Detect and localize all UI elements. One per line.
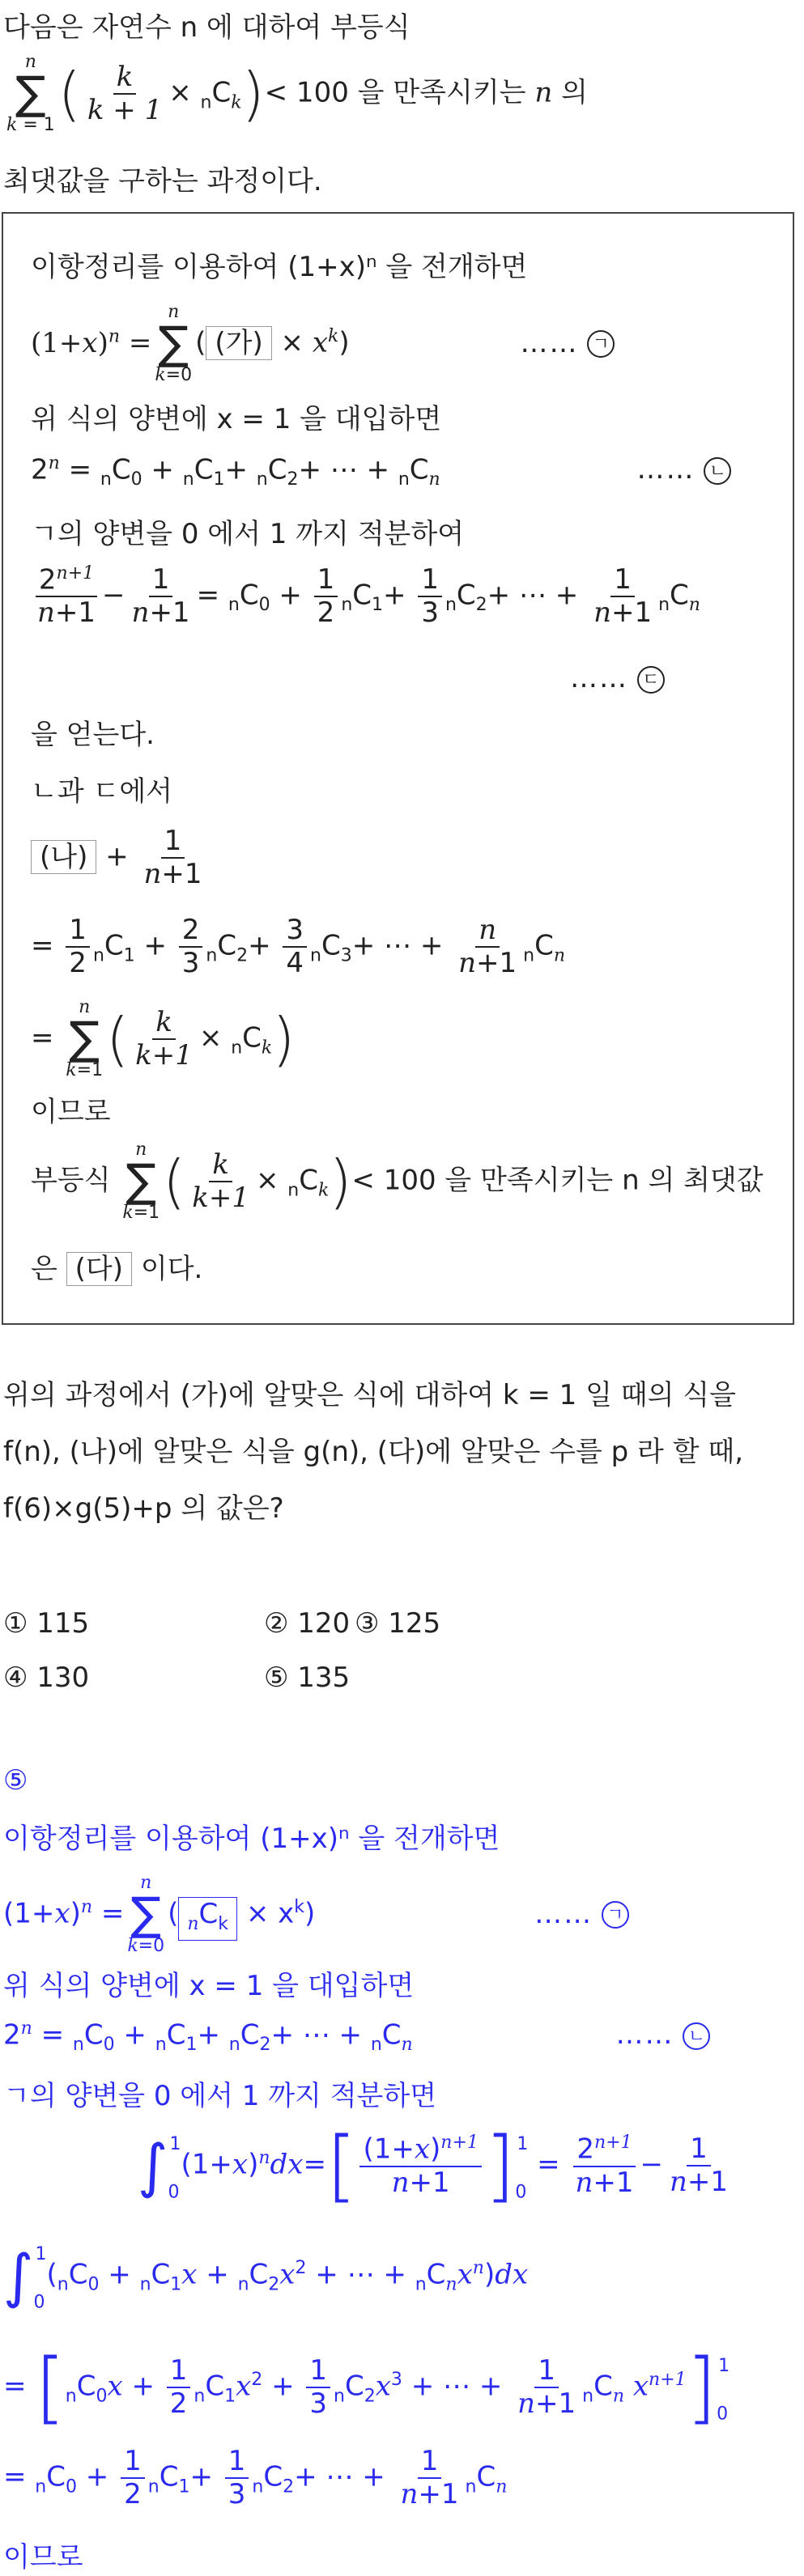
choice-4[interactable]: ④ 130	[3, 1661, 90, 1694]
blank-ga: (가)	[206, 326, 271, 360]
problem-line-2: n ∑ k = 1 ( $\frac{k}{k + 1}$ × $_nC_k)< 100$ 을 만족시키는 n 의	[6, 52, 588, 135]
box-line-15: 은 (다) 이다.	[31, 1253, 203, 1285]
blank-da: (다)	[66, 1252, 132, 1286]
box-line-5: ㄱ의 양변을 0 에서 1 까지 적분하여	[31, 518, 465, 550]
problem-line-3: 최댓값을 구하는 과정이다.	[3, 165, 322, 197]
box-line-4: $2^n = _nC_0 + _nC_1+ _nC_2+$ ⋯ + $_nC_n$ …… ㄴ	[31, 453, 731, 490]
solution-line-4: $2^n = _nC_0 + _nC_1+ _nC_2+$ ⋯ + $_nC_n$ …… ㄴ	[3, 2018, 710, 2055]
box-line-6: $\frac{2^{n+1}}{n+1}$ − $\frac{1}{n+1}$ = $_nC_0$ + $\frac{1}{2}$ $_nC_1+$ $\frac{1}{3}$ $_nC_2+$ ⋯ + $\frac{1}{n+1}$ $_nC_n$	[31, 563, 700, 630]
solution-line-2: $(1+x)^n$ = n ∑ k=0 ( $_nC_k \times x^k$) …… ㄱ	[3, 1874, 629, 1955]
solution-line-6: $\int_0^1(1+x)^ndx=$[ $\frac{(1+x)^{n+1}}{n+1}$ ]$_0^1$ = $\frac{2^{n+1}}{n+1}$ − $\frac{1}{n+1}$	[138, 2120, 729, 2211]
box-line-2: $(1+x)^n$ = n ∑ k=0 ( (가) × $x^k$) …… ㄱ	[31, 303, 615, 384]
box-line-11: = $\frac{1}{2}$ $_nC_1$ + $\frac{2}{3}$ $_nC_2+$ $\frac{3}{4}$ $_nC_3+$ ⋯ + $\frac{n}{n+1}$ $_nC_n$	[31, 914, 566, 980]
solution-line-1: 이항정리를 이용하여 (1+x)ⁿ 을 전개하면	[3, 1823, 500, 1855]
box-line-8: 을 얻는다.	[31, 719, 155, 751]
blank-na: (나)	[31, 840, 96, 874]
solution-line-5: ㄱ의 양변을 0 에서 1 까지 적분하면	[3, 2080, 437, 2112]
box-line-9: ㄴ과 ㄷ에서	[31, 775, 173, 808]
choice-2[interactable]: ② 120	[264, 1607, 351, 1640]
solution-line-7: $\int_0^1(_nC_0 + _nC_1x + _nC_2x^2$ + ⋯ + $_nC_nx^n)dx$	[3, 2242, 529, 2313]
solution-answer: ⑤	[3, 1764, 28, 1797]
box-line-7: …… ㄷ	[570, 662, 665, 694]
solution-line-3: 위 식의 양변에 x = 1 을 대입하면	[3, 1970, 415, 2002]
question-line-1: 위의 과정에서 (가)에 알맞은 식에 대하여 k = 1 일 때의 식을	[3, 1379, 736, 1411]
box-line-12: = n ∑ k=1 ( $\frac{k}{k+1}$ × $_nC_k$)	[31, 997, 296, 1080]
solution-line-8: = [$_nC_0x$ + $\frac{1}{2}$ $_nC_1x^2$ + $\frac{1}{3}$ $_nC_2x^3$ + ⋯ + $\frac{1}{n+1}$ $_nC_n$ $x^{n+1}]_0^1$	[3, 2342, 730, 2433]
question-line-3: f(6)×g(5)+p 의 값은?	[3, 1492, 284, 1525]
solution-line-9: = $_nC_0$ + $\frac{1}{2}$ $_nC_1+$ $\frac{1}{3}$ $_nC_2+$ ⋯ + $\frac{1}{n+1}$ $_nC_n$	[3, 2445, 508, 2511]
box-line-14: 부등식 n ∑ k=1 ( $\frac{k}{k+1}$ × $_nC_k)< 100$ 을 만족시키는 n 의 최댓값	[31, 1139, 764, 1223]
choice-1[interactable]: ① 115	[3, 1607, 90, 1640]
question-line-2: f(n), (나)에 알맞은 식을 g(n), (다)에 알맞은 수를 p 라 할 때,	[3, 1436, 744, 1468]
choice-3[interactable]: ③ 125	[355, 1607, 441, 1640]
box-line-3: 위 식의 양변에 x = 1 을 대입하면	[31, 403, 442, 435]
box-line-1: 이항정리를 이용하여 (1+x)ⁿ 을 전개하면	[31, 251, 528, 283]
problem-line-1: 다음은 자연수 n 에 대하여 부등식	[3, 11, 411, 44]
box-line-10: (나) + $\frac{1}{n+1}$	[31, 825, 209, 890]
box-line-13: 이므로	[31, 1096, 111, 1128]
solution-line-10: 이므로	[3, 2541, 83, 2574]
choice-5[interactable]: ⑤ 135	[264, 1661, 351, 1694]
